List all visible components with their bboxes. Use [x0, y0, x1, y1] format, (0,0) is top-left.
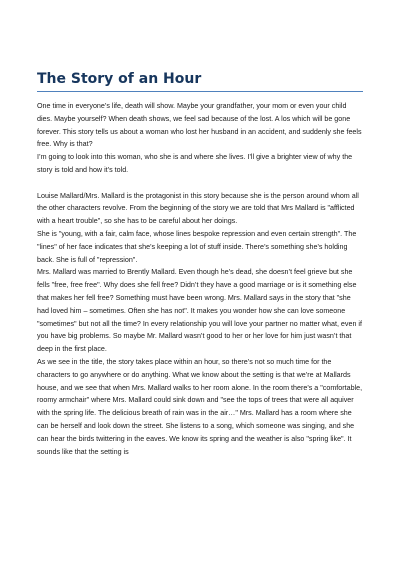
title-underline — [37, 91, 363, 92]
body-paragraph: As we see in the title, the story takes place within an hour, so there’s not so much time for the characters to go anywhere or do anything. What we know about the setting is that we’re at Mallards house, and we see that when Mrs. Mallard walks to her room alone. In the room there’s a "comfortable, roomy armchair" where Mrs. Mallard could sink down and "see the tops of trees that were all aquiver with the spring life. The delicious breath of rain was in the air…" Mrs. Mallard has a room where she can be herself and look down the street. She listens to a song, which someone was singing, and she can hear the birds twittering in the eaves. We know its spring and the weather is also "spring like". It sounds like that the setting is — [37, 357, 363, 456]
body-paragraph: I’m going to look into this woman, who she is and where she lives. I’ll give a brighter view of why the story is told and how it’s told. — [37, 153, 353, 174]
body-paragraph: One time in everyone’s life, death will show. Maybe your grandfather, your mom or even your child dies. Maybe yourself? When death shows, we feel sad because of the lost. A los which will be gone forever. This story tells us about a woman who lost her husband in an accident, and suddenly she feels free. Why is that? — [37, 102, 362, 149]
page-title: The Story of an Hour — [37, 71, 202, 87]
body-paragraph: Mrs. Mallard was married to Brently Mallard. Even though he’s dead, she doesn’t feel grieve but she fells "free, free free". Why does she fell free? Didn’t they have a good marriage or is it something else that makes her fell free? Something must have been wrong. Mrs. Mallard says in the story that "she had loved him – sometimes. Often she has not". It makes you wonder how she can love someone "sometimes" but not all the time? In every relationship you will love your partner no matter what, even if you have big problems. So maybe Mr. Mallard wasn’t good to her or her love for him just wasn’t that deep in the first place. — [37, 268, 362, 354]
body-paragraph: She is "young, with a fair, calm face, whose lines bespoke repression and even certain strength". The "lines" of her face indicates that she’s keeping a lot of stuff inside. There’s something she’s holding back. She is full of "repression". — [37, 229, 357, 264]
body-paragraph: Louise Mallard/Mrs. Mallard is the protagonist in this story because she is the person around whom all the other characters revolve. From the beginning of the story we are told that Mrs Mallard is "afflicted with a heart trouble", so she has to be careful about her doings. — [37, 191, 359, 226]
document-body — [37, 100, 363, 458]
